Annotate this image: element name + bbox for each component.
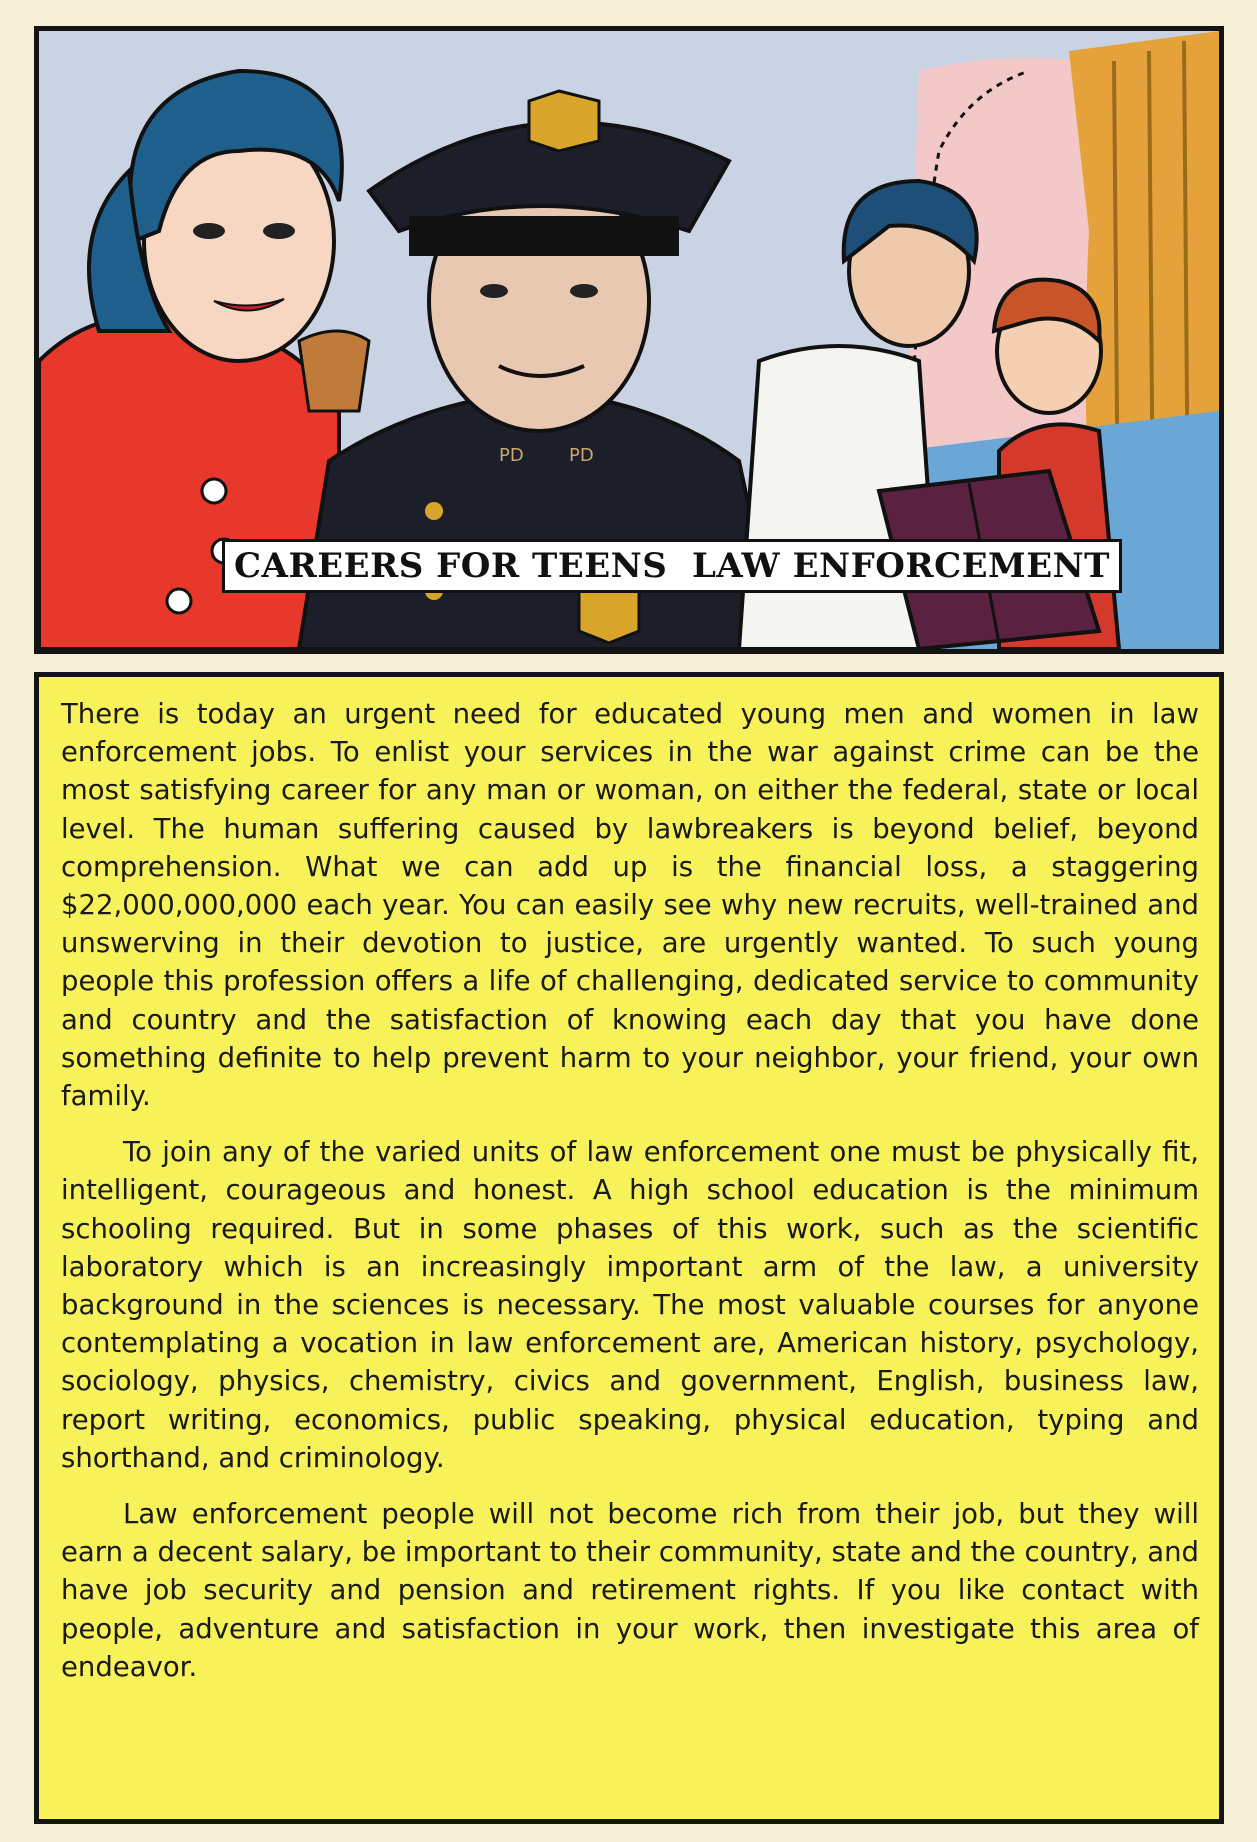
chest-badge-icon [579, 591, 639, 643]
page-title: CAREERS FOR TEENS LAW ENFORCEMENT [234, 546, 1110, 586]
article-text-box [34, 672, 1224, 1824]
paragraph-intro: There is today an urgent need for educated young men and women in law enforcement jobs. To enlist your services in the war against crime can be the most satisfying career for any man or woman, on either the federal, state or local level. The human suffering caused by lawbreakers is beyond belief, beyond comprehension. What we can add up is the financial loss, a staggering $22,000,000,000 each year. You can easily see why new recruits, well-trained and unswerving in their devotion to justice, are urgently wanted. To such young people this profession offers a life of challenging, dedicated service to community and country and the satisfaction of knowing each day that you have done something definite to help prevent harm to your neighbor, your friend, your own family. [61, 698, 1199, 1113]
paragraph-requirements: To join any of the varied units of law enforcement one must be physically fit, intelligent, courageous and honest. A high school education is the minimum schooling required. But in some phases of this work, such as the scientific laboratory which is an increasingly important arm of the law, a university background in the sciences is necessary. The most valuable courses for anyone contemplating a vocation in law enforcement are, American history, psychology, sociology, physics, chemistry, civics and government, English, business law, report writing, economics, public speaking, physical education, typing and shorthand, and criminology. [61, 1136, 1199, 1474]
collar-text-right: PD [569, 445, 594, 466]
collar-text-left: PD [499, 445, 524, 466]
cap-badge-icon [529, 91, 599, 151]
paragraph-benefits: Law enforcement people will not become rich from their job, but they will earn a decent salary, be important to their community, state and the country, and have job security and pension and retirement rights. If you like contact with people, adventure and satisfaction in your work, then investigate this area of endeavor. [61, 1498, 1199, 1683]
title-banner [222, 539, 1122, 593]
illustration-panel [34, 26, 1224, 654]
